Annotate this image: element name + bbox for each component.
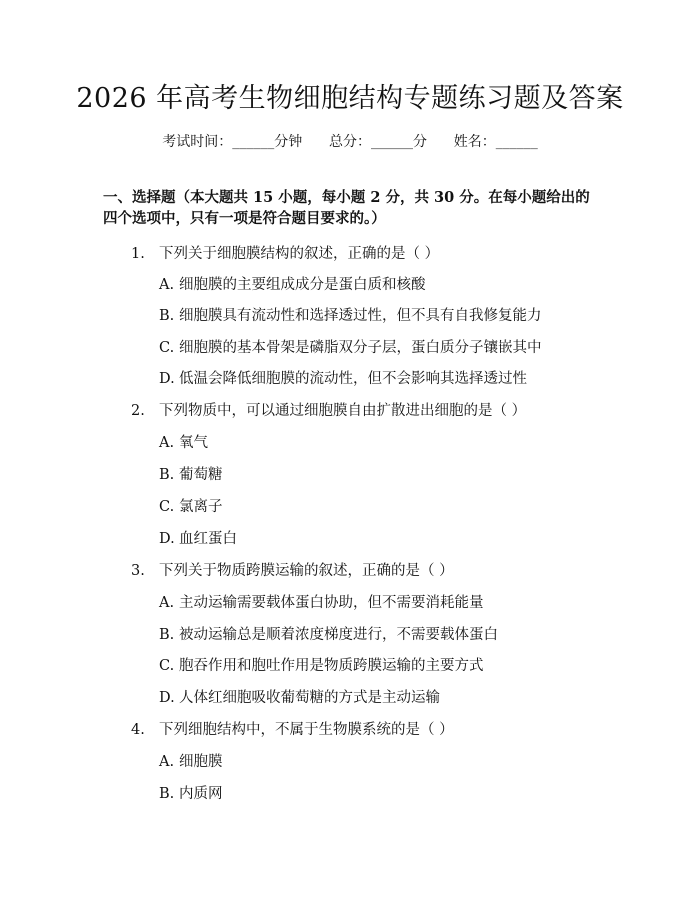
question-4-option-b (159, 785, 223, 803)
question-4 (131, 721, 454, 739)
option-text: 葡萄糖 (179, 467, 223, 483)
document-title: 2026 年高考生物细胞结构专题练习题及答案 (76, 83, 624, 114)
option-text: 胞吞作用和胞吐作用是物质跨膜运输的主要方式 (179, 658, 484, 674)
option-text: 血红蛋白 (179, 531, 237, 547)
question-text: 下列物质中，可以通过细胞膜自由扩散进出细胞的是（ ） (159, 403, 527, 419)
question-2-option-c (159, 498, 223, 516)
option-letter: B. (159, 627, 175, 643)
section-heading: 一、选择题（本大题共 15 小题，每小题 2 分，共 30 分。在每小题给出的四个选项中，只有一项是符合题目要求的。） (103, 189, 590, 227)
question-2-option-a (159, 434, 208, 452)
question-1-option-c (159, 339, 542, 357)
option-letter: C. (159, 499, 175, 515)
question-3-option-a (159, 594, 484, 612)
question-3-option-c (159, 657, 484, 675)
question-1 (131, 245, 439, 263)
question-number: 2. (131, 403, 145, 419)
option-text: 被动运输总是顺着浓度梯度进行，不需要载体蛋白 (179, 627, 498, 643)
option-letter: A. (159, 595, 175, 611)
option-text: 人体红细胞吸收葡萄糖的方式是主动运输 (179, 690, 440, 706)
question-number: 3. (131, 563, 145, 579)
option-letter: B. (159, 786, 175, 802)
question-text: 下列细胞结构中，不属于生物膜系统的是（ ） (159, 722, 454, 738)
option-letter: B. (159, 467, 175, 483)
question-text: 下列关于细胞膜结构的叙述，正确的是（ ） (159, 246, 440, 262)
question-2-option-b (159, 466, 223, 484)
option-letter: D. (159, 531, 175, 547)
question-3-option-b (159, 626, 498, 644)
exam-info-line: 考试时间：______分钟 总分：______分 姓名：______ (162, 134, 538, 150)
question-1-option-b (159, 307, 542, 325)
question-text: 下列关于物质跨膜运输的叙述，正确的是（ ） (159, 563, 454, 579)
option-text: 细胞膜 (179, 754, 223, 770)
option-text: 细胞膜的基本骨架是磷脂双分子层，蛋白质分子镶嵌其中 (179, 340, 542, 356)
option-text: 细胞膜具有流动性和选择透过性，但不具有自我修复能力 (179, 308, 542, 324)
option-text: 氯离子 (179, 499, 223, 515)
option-letter: A. (159, 435, 175, 451)
question-3-option-d (159, 689, 440, 707)
question-1-option-a (159, 276, 426, 294)
option-letter: A. (159, 277, 175, 293)
question-3 (131, 562, 454, 580)
option-letter: A. (159, 754, 175, 770)
question-number: 4. (131, 722, 145, 738)
option-letter: D. (159, 371, 175, 387)
option-letter: D. (159, 690, 175, 706)
question-4-option-a (159, 753, 223, 771)
option-text: 内质网 (179, 786, 223, 802)
option-text: 主动运输需要载体蛋白协助，但不需要消耗能量 (179, 595, 484, 611)
option-letter: B. (159, 308, 175, 324)
question-2-option-d (159, 530, 237, 548)
question-1-option-d (159, 370, 527, 388)
question-number: 1. (131, 246, 145, 262)
option-text: 细胞膜的主要组成成分是蛋白质和核酸 (179, 277, 426, 293)
option-text: 低温会降低细胞膜的流动性，但不会影响其选择透过性 (179, 371, 527, 387)
question-2 (131, 402, 526, 420)
option-letter: C. (159, 658, 175, 674)
option-text: 氧气 (179, 435, 208, 451)
option-letter: C. (159, 340, 175, 356)
